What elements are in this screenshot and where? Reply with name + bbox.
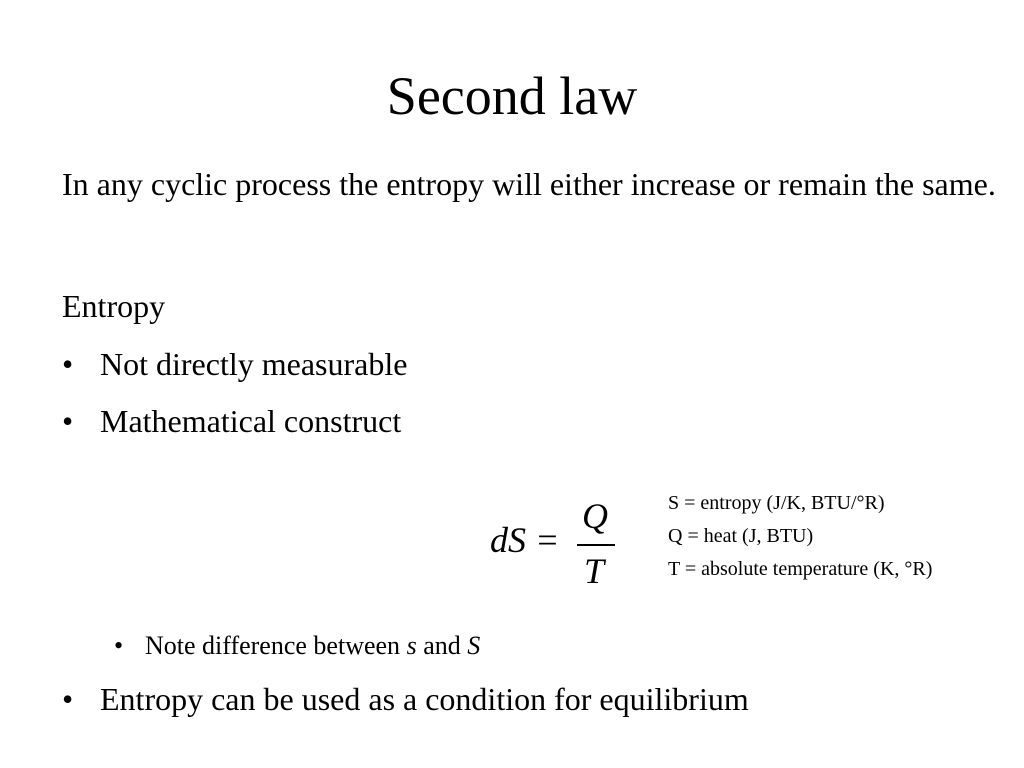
bullet-item-mathematical-construct [62,397,401,445]
equation-numerator: Q [582,496,608,536]
entropy-heading: Entropy [62,288,166,324]
entropy-equation [490,496,620,596]
bullet-text: Entropy can be used as a condition for equilibrium [100,681,749,717]
bullet-text: Mathematical construct [100,403,402,439]
bullet-marker: • [62,403,74,439]
note-prefix: Note difference between [145,631,407,660]
bullet-marker: • [62,346,74,382]
bullet-marker: • [62,681,74,717]
uppercase-s-symbol: S [467,631,481,660]
cyclic-process-statement: In any cyclic process the entropy will either increase or remain the same. [62,166,996,202]
legend-temperature: T = absolute temperature (K, °R) [668,558,933,580]
sub-bullet-text [145,628,480,664]
sub-bullet-marker: • [114,631,124,660]
bullet-item-equilibrium [62,675,749,723]
variable-legend [668,487,932,586]
equation-lhs: dS = [490,520,560,560]
note-middle: and [416,631,468,660]
legend-entropy: S = entropy (J/K, BTU/°R) [668,492,885,514]
lowercase-s-symbol: s [406,631,417,660]
fraction-bar [577,544,615,546]
legend-heat: Q = heat (J, BTU) [668,525,814,547]
bullet-text: Not directly measurable [100,346,408,382]
bullet-item-not-measurable [62,340,407,388]
slide-title: Second law [386,66,638,126]
equation-denominator: T [584,551,605,591]
sub-bullet-note [114,628,480,664]
